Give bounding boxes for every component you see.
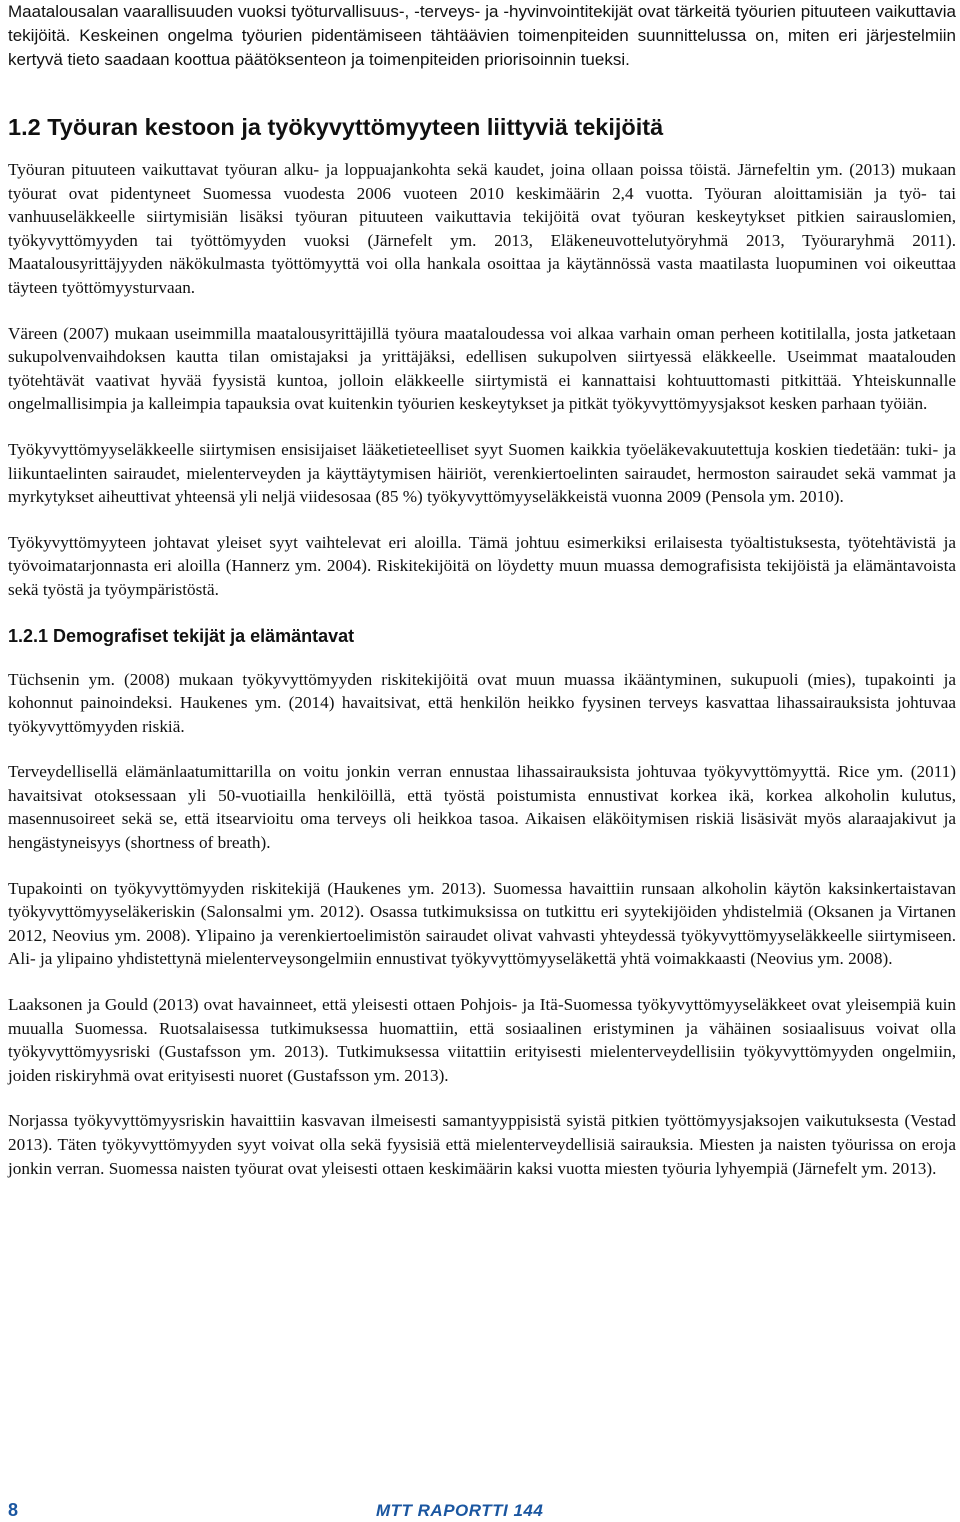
body-paragraph: Työkyvyttömyyseläkkeelle siirtymisen ensisijaiset lääketieteelliset syyt Suomen kaikkia työeläkevakuutettuja koskien tiedetään: tuki- ja liikuntaelinten sairaudet, mielenterveyden ja käyttäytymisen häiriöt, verenkiertoelinten sairaudet, hermoston sairaudet sekä vammat ja myrkytykset aiheuttivat yhteensä yli neljä viidesosaa (85 %) työkyvyttömyyseläkkeistä vuonna 2009 (Pensola ym. 2010). — [8, 439, 956, 507]
subsection-heading: 1.2.1 Demografiset tekijät ja elämäntavat — [8, 625, 355, 646]
document-page — [8, 0, 956, 1202]
body-paragraph: Laaksonen ja Gould (2013) ovat havainneet, että yleisesti ottaen Pohjois- ja Itä-Suomessa työkyvyttömyyseläkkeet ovat yleisempiä kuin muualla Suomessa. Ruotsalaisessa tutkimuksessa huomattiin, että sosiaalinen eristyminen ja vähäinen sosiaalisuus voivat olla työkyvyttömyysriski (Gustafsson ym. 2013). Tutkimuksessa viitattiin erityisesti mielenterveydellisiin työkyvyttömyyden ongelmiin, joiden riskiryhmä ovat erityisesti nuoret (Gustafsson ym. 2013). — [8, 995, 956, 1085]
body-paragraph: Norjassa työkyvyttömyysriskin havaittiin kasvavan ilmeisesti samantyyppisistä syistä pitkien työttömyysjaksojen vaikutuksesta (Vestad 2013). Täten työkyvyttömyyden syyt voivat olla sekä fyysisiä että mielenterveydellisiä sairauksia. Miesten ja naisten työurissa on eroja jonkin verran. Suomessa naisten työurat ovat yleisesti ottaen keskimäärin kaksi vuotta miesten työuria lyhyempiä (Järnefelt ym. 2013). — [8, 1111, 956, 1178]
page-number: 8 — [8, 1500, 19, 1520]
body-paragraph: Terveydellisellä elämänlaatumittarilla on voitu jonkin verran ennustaa lihassairauksista johtuvaa työkyvyttömyyttä. Rice ym. (2011) havaitsivat otoksessaan yli 50-vuotiailla henkilöillä, että työstä poistumista ennustivat korkea ikä, korkea alkoholin kulutus, masennusoireet sekä se, että itsearvioitu oma terveys oli heikkoa tasoa. Aikaisen eläköitymisen riskiä lisäsivät myös alaraajakivut ja hengästyneisyys (shortness of breath). — [8, 762, 956, 853]
body-paragraph: Työkyvyttömyyteen johtavat yleiset syyt vaihtelevat eri aloilla. Tämä johtuu esimerkiksi erilaisesta työaltistuksesta, työtehtävistä ja työvoimatarjonnasta eri aloilla (Hannerz ym. 2004). Riskitekijöitä on löydetty muun muassa demografisista tekijöistä ja elämäntavoista sekä työstä ja työympäristöstä. — [8, 532, 956, 599]
body-paragraph: Tupakointi on työkyvyttömyyden riskitekijä (Haukenes ym. 2013). Suomessa havaittiin runsaan alkoholin käytön kaksinkertaistavan työkyvyttömyyseläkeriskin (Salonsalmi ym. 2012). Osassa tutkimuksissa on tutkittu eri syytekijöiden yhdistelmiä (Oksanen ja Virtanen 2012, Neovius ym. 2008). Ylipaino ja verenkiertoelimistön sairaudet olivat vahvasti yhteydessä työkyvyttömyyseläkkeelle siirtymiseen. Ali- ja ylipaino yhdistettynä mielenterveysongelmiin ennustivat työkyvyttömyyseläkettä yhtä voimakkaasti (Neovius ym. 2008). — [8, 878, 956, 969]
body-paragraph: Työuran pituuteen vaikuttavat työuran alku- ja loppuajankohta sekä kaudet, joina ollaan poissa töistä. Järnefeltin ym. (2013) mukaan työurat ovat pidentyneet Suomessa vuodesta 2006 vuoteen 2010 keskimäärin 2,4 vuotta. Työuran aloittamisiän ja työ- tai vanhuuseläkkeelle siirtymisiän lisäksi työuran pituuteen vaikuttavia tekijöitä ovat työuran keskeytykset pitkien sairauslomien, työkyvyttömyyden tai työttömyyden vuoksi (Järnefelt ym. 2013, Eläkeneuvottelutyöryhmä 2013, Työuraryhmä 2011). Maatalousyrittäjyyden näkökulmasta työttömyyttä voi olla hankala osoittaa ja käytännössä vasta maatilasta luopuminen voi oikeuttaa täyteen työttömyysturvaan. — [8, 160, 956, 297]
section-heading: 1.2 Työuran kestoon ja työkyvyttömyyteen liittyviä tekijöitä — [8, 114, 664, 140]
intro-paragraph: Maatalousalan vaarallisuuden vuoksi työturvallisuus-, -terveys- ja -hyvinvointitekijät ovat tärkeitä työurien pituuteen vaikuttavia tekijöitä. Keskeinen ongelma työurien pidentämiseen tähtäävien toimenpiteiden suunnittelussa on, miten eri järjestelmiin kertyvä tieto saadaan koottua päätöksenteon ja toimenpiteiden priorisoinnin tueksi. — [8, 2, 956, 69]
body-paragraph: Tüchsenin ym. (2008) mukaan työkyvyttömyyden riskitekijöitä ovat muun muassa ikääntyminen, sukupuoli (mies), tupakointi ja kohonnut painoindeksi. Haukenes ym. (2014) havaitsivat, että henkilön heikko fyysinen terveys kasvattaa lihassairauksista johtuvaa työkyvyttömyyden riskiä. — [8, 669, 956, 736]
body-paragraph: Väreen (2007) mukaan useimmilla maatalousyrittäjillä työura maataloudessa voi alkaa varhain oman perheen kotitilalla, josta jatketaan sukupolvenvaihdoksen kautta tilan omistajaksi ja yrittäjäksi, edellisen sukupolven siirtyessä eläkkeelle. Useimmat maatalouden työtehtävät vaativat hyvää fyysistä kuntoa, jolloin eläkkeelle siirtymistä ei kannattaisi kohtuuttomasti pitkittää. Yhteiskunnalle ongelmallisimpia ja kalleimpia tapauksia ovat kuitenkin työurien keskeytykset ja pitkät työkyvyttömyysjaksot kesken parhaan työiän. — [8, 323, 956, 414]
report-title: MTT RAPORTTI 144 — [376, 1501, 544, 1520]
